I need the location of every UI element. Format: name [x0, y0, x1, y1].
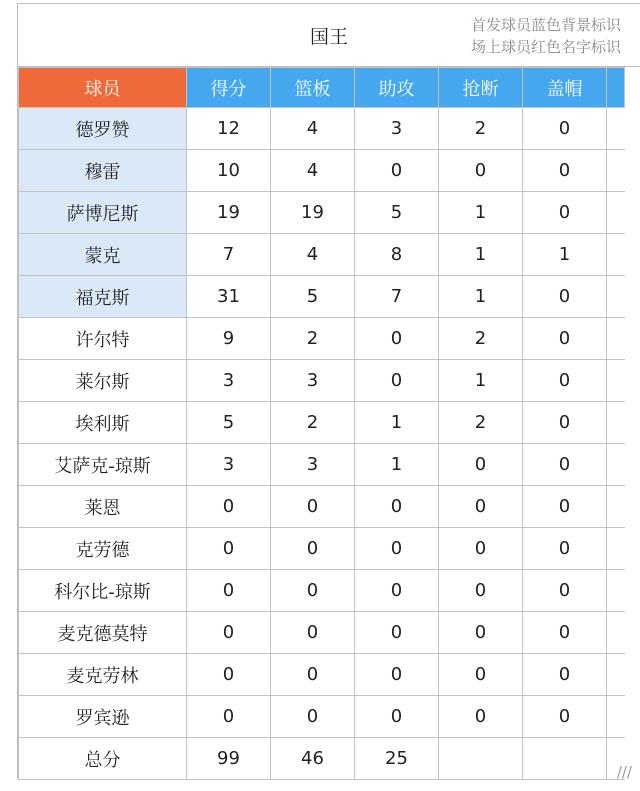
steals-cell: 2 [439, 108, 523, 150]
column-header-player: 球员 [19, 68, 187, 108]
steals-cell: 2 [439, 402, 523, 444]
assists-cell: 8 [355, 234, 439, 276]
assists-cell: 0 [355, 150, 439, 192]
player-name-cell: 穆雷 [19, 150, 187, 192]
player-name-cell: 福克斯 [19, 276, 187, 318]
rebounds-cell: 4 [271, 108, 355, 150]
table-row [19, 444, 625, 486]
assists-cell: 0 [355, 612, 439, 654]
blocks-cell: 0 [523, 696, 607, 738]
player-name-cell: 莱尔斯 [19, 360, 187, 402]
blocks-cell: 0 [523, 276, 607, 318]
rebounds-cell: 4 [271, 234, 355, 276]
edge-cell [607, 318, 625, 360]
edge-cell [607, 234, 625, 276]
team-title: 国王 [309, 26, 348, 48]
assists-cell: 5 [355, 192, 439, 234]
steals-cell: 0 [439, 528, 523, 570]
rebounds-cell: 4 [271, 150, 355, 192]
column-header-points: 得分 [187, 68, 271, 108]
assists-cell: 0 [355, 654, 439, 696]
edge-cell [607, 108, 625, 150]
rebounds-cell: 0 [271, 696, 355, 738]
rebounds-cell: 19 [271, 192, 355, 234]
blocks-cell: 0 [523, 444, 607, 486]
player-name-cell: 科尔比-琼斯 [19, 570, 187, 612]
watermark-mark: /// [616, 763, 632, 781]
steals-cell: 0 [439, 696, 523, 738]
assists-cell: 0 [355, 570, 439, 612]
points-cell: 10 [187, 150, 271, 192]
points-cell: 3 [187, 444, 271, 486]
player-name-cell: 罗宾逊 [19, 696, 187, 738]
table-row [19, 234, 625, 276]
totals-label-cell: 总分 [19, 738, 187, 780]
blocks-cell: 0 [523, 108, 607, 150]
total-points-cell: 99 [187, 738, 271, 780]
player-name-cell: 埃利斯 [19, 402, 187, 444]
steals-cell: 0 [439, 150, 523, 192]
points-cell: 7 [187, 234, 271, 276]
table-row [19, 654, 625, 696]
totals-row [19, 738, 625, 780]
blocks-cell: 0 [523, 486, 607, 528]
column-header-rebounds: 篮板 [271, 68, 355, 108]
player-name-cell: 莱恩 [19, 486, 187, 528]
assists-cell: 3 [355, 108, 439, 150]
points-cell: 0 [187, 570, 271, 612]
table-row [19, 696, 625, 738]
steals-cell: 1 [439, 234, 523, 276]
table-row [19, 150, 625, 192]
column-header-assists: 助攻 [355, 68, 439, 108]
points-cell: 0 [187, 696, 271, 738]
points-cell: 3 [187, 360, 271, 402]
table-row [19, 402, 625, 444]
assists-cell: 0 [355, 528, 439, 570]
points-cell: 0 [187, 654, 271, 696]
rebounds-cell: 5 [271, 276, 355, 318]
assists-cell: 1 [355, 402, 439, 444]
table-row [19, 570, 625, 612]
rebounds-cell: 0 [271, 486, 355, 528]
legend-note-starters: 首发球员蓝色背景标识 [470, 16, 621, 34]
edge-cell [607, 402, 625, 444]
player-name-cell: 许尔特 [19, 318, 187, 360]
edge-cell [607, 612, 625, 654]
steals-cell: 0 [439, 444, 523, 486]
steals-cell: 0 [439, 654, 523, 696]
table-row [19, 360, 625, 402]
table-row [19, 528, 625, 570]
rebounds-cell: 0 [271, 654, 355, 696]
steals-cell: 0 [439, 570, 523, 612]
blocks-cell: 0 [523, 318, 607, 360]
points-cell: 31 [187, 276, 271, 318]
table-row [19, 192, 625, 234]
table-row [19, 318, 625, 360]
edge-cell [607, 192, 625, 234]
points-cell: 5 [187, 402, 271, 444]
rebounds-cell: 0 [271, 528, 355, 570]
legend-note [471, 14, 621, 58]
blocks-cell: 0 [523, 528, 607, 570]
assists-cell: 0 [355, 696, 439, 738]
edge-cell [607, 276, 625, 318]
blocks-cell: 0 [523, 612, 607, 654]
points-cell: 9 [187, 318, 271, 360]
edge-cell [607, 444, 625, 486]
rebounds-cell: 2 [271, 402, 355, 444]
assists-cell: 0 [355, 360, 439, 402]
box-score-board [17, 3, 640, 779]
blocks-cell: 0 [523, 654, 607, 696]
player-name-cell: 艾萨克-琼斯 [19, 444, 187, 486]
points-cell: 0 [187, 612, 271, 654]
total-assists-cell: 25 [355, 738, 439, 780]
edge-cell [607, 654, 625, 696]
player-name-cell: 蒙克 [19, 234, 187, 276]
stats-body [19, 108, 625, 780]
rebounds-cell: 0 [271, 570, 355, 612]
stats-table [18, 67, 625, 780]
edge-cell [607, 570, 625, 612]
column-header-edge [607, 68, 625, 108]
table-row [19, 486, 625, 528]
blocks-cell: 1 [523, 234, 607, 276]
edge-cell [607, 150, 625, 192]
rebounds-cell: 3 [271, 360, 355, 402]
table-row [19, 612, 625, 654]
edge-cell [607, 360, 625, 402]
points-cell: 0 [187, 486, 271, 528]
steals-cell: 2 [439, 318, 523, 360]
player-name-cell: 麦克劳林 [19, 654, 187, 696]
column-header-steals: 抢断 [439, 68, 523, 108]
points-cell: 12 [187, 108, 271, 150]
points-cell: 19 [187, 192, 271, 234]
column-header-blocks: 盖帽 [523, 68, 607, 108]
blocks-cell: 0 [523, 360, 607, 402]
blocks-cell: 0 [523, 150, 607, 192]
steals-cell: 1 [439, 276, 523, 318]
assists-cell: 7 [355, 276, 439, 318]
steals-cell: 1 [439, 360, 523, 402]
blocks-cell: 0 [523, 402, 607, 444]
total-steals-cell [439, 738, 523, 780]
player-name-cell: 麦克德莫特 [19, 612, 187, 654]
player-name-cell: 萨博尼斯 [19, 192, 187, 234]
assists-cell: 0 [355, 486, 439, 528]
legend-note-on-court: 场上球员红色名字标识 [470, 38, 621, 56]
edge-cell [607, 486, 625, 528]
points-cell: 0 [187, 528, 271, 570]
header-row [19, 68, 625, 108]
total-blocks-cell [523, 738, 607, 780]
edge-cell [607, 528, 625, 570]
blocks-cell: 0 [523, 570, 607, 612]
rebounds-cell: 3 [271, 444, 355, 486]
rebounds-cell: 0 [271, 612, 355, 654]
steals-cell: 0 [439, 486, 523, 528]
blocks-cell: 0 [523, 192, 607, 234]
table-row [19, 276, 625, 318]
assists-cell: 1 [355, 444, 439, 486]
assists-cell: 0 [355, 318, 439, 360]
title-row [18, 4, 640, 67]
total-rebounds-cell: 46 [271, 738, 355, 780]
player-name-cell: 德罗赞 [19, 108, 187, 150]
edge-cell [607, 696, 625, 738]
table-row [19, 108, 625, 150]
steals-cell: 1 [439, 192, 523, 234]
player-name-cell: 克劳德 [19, 528, 187, 570]
steals-cell: 0 [439, 612, 523, 654]
rebounds-cell: 2 [271, 318, 355, 360]
